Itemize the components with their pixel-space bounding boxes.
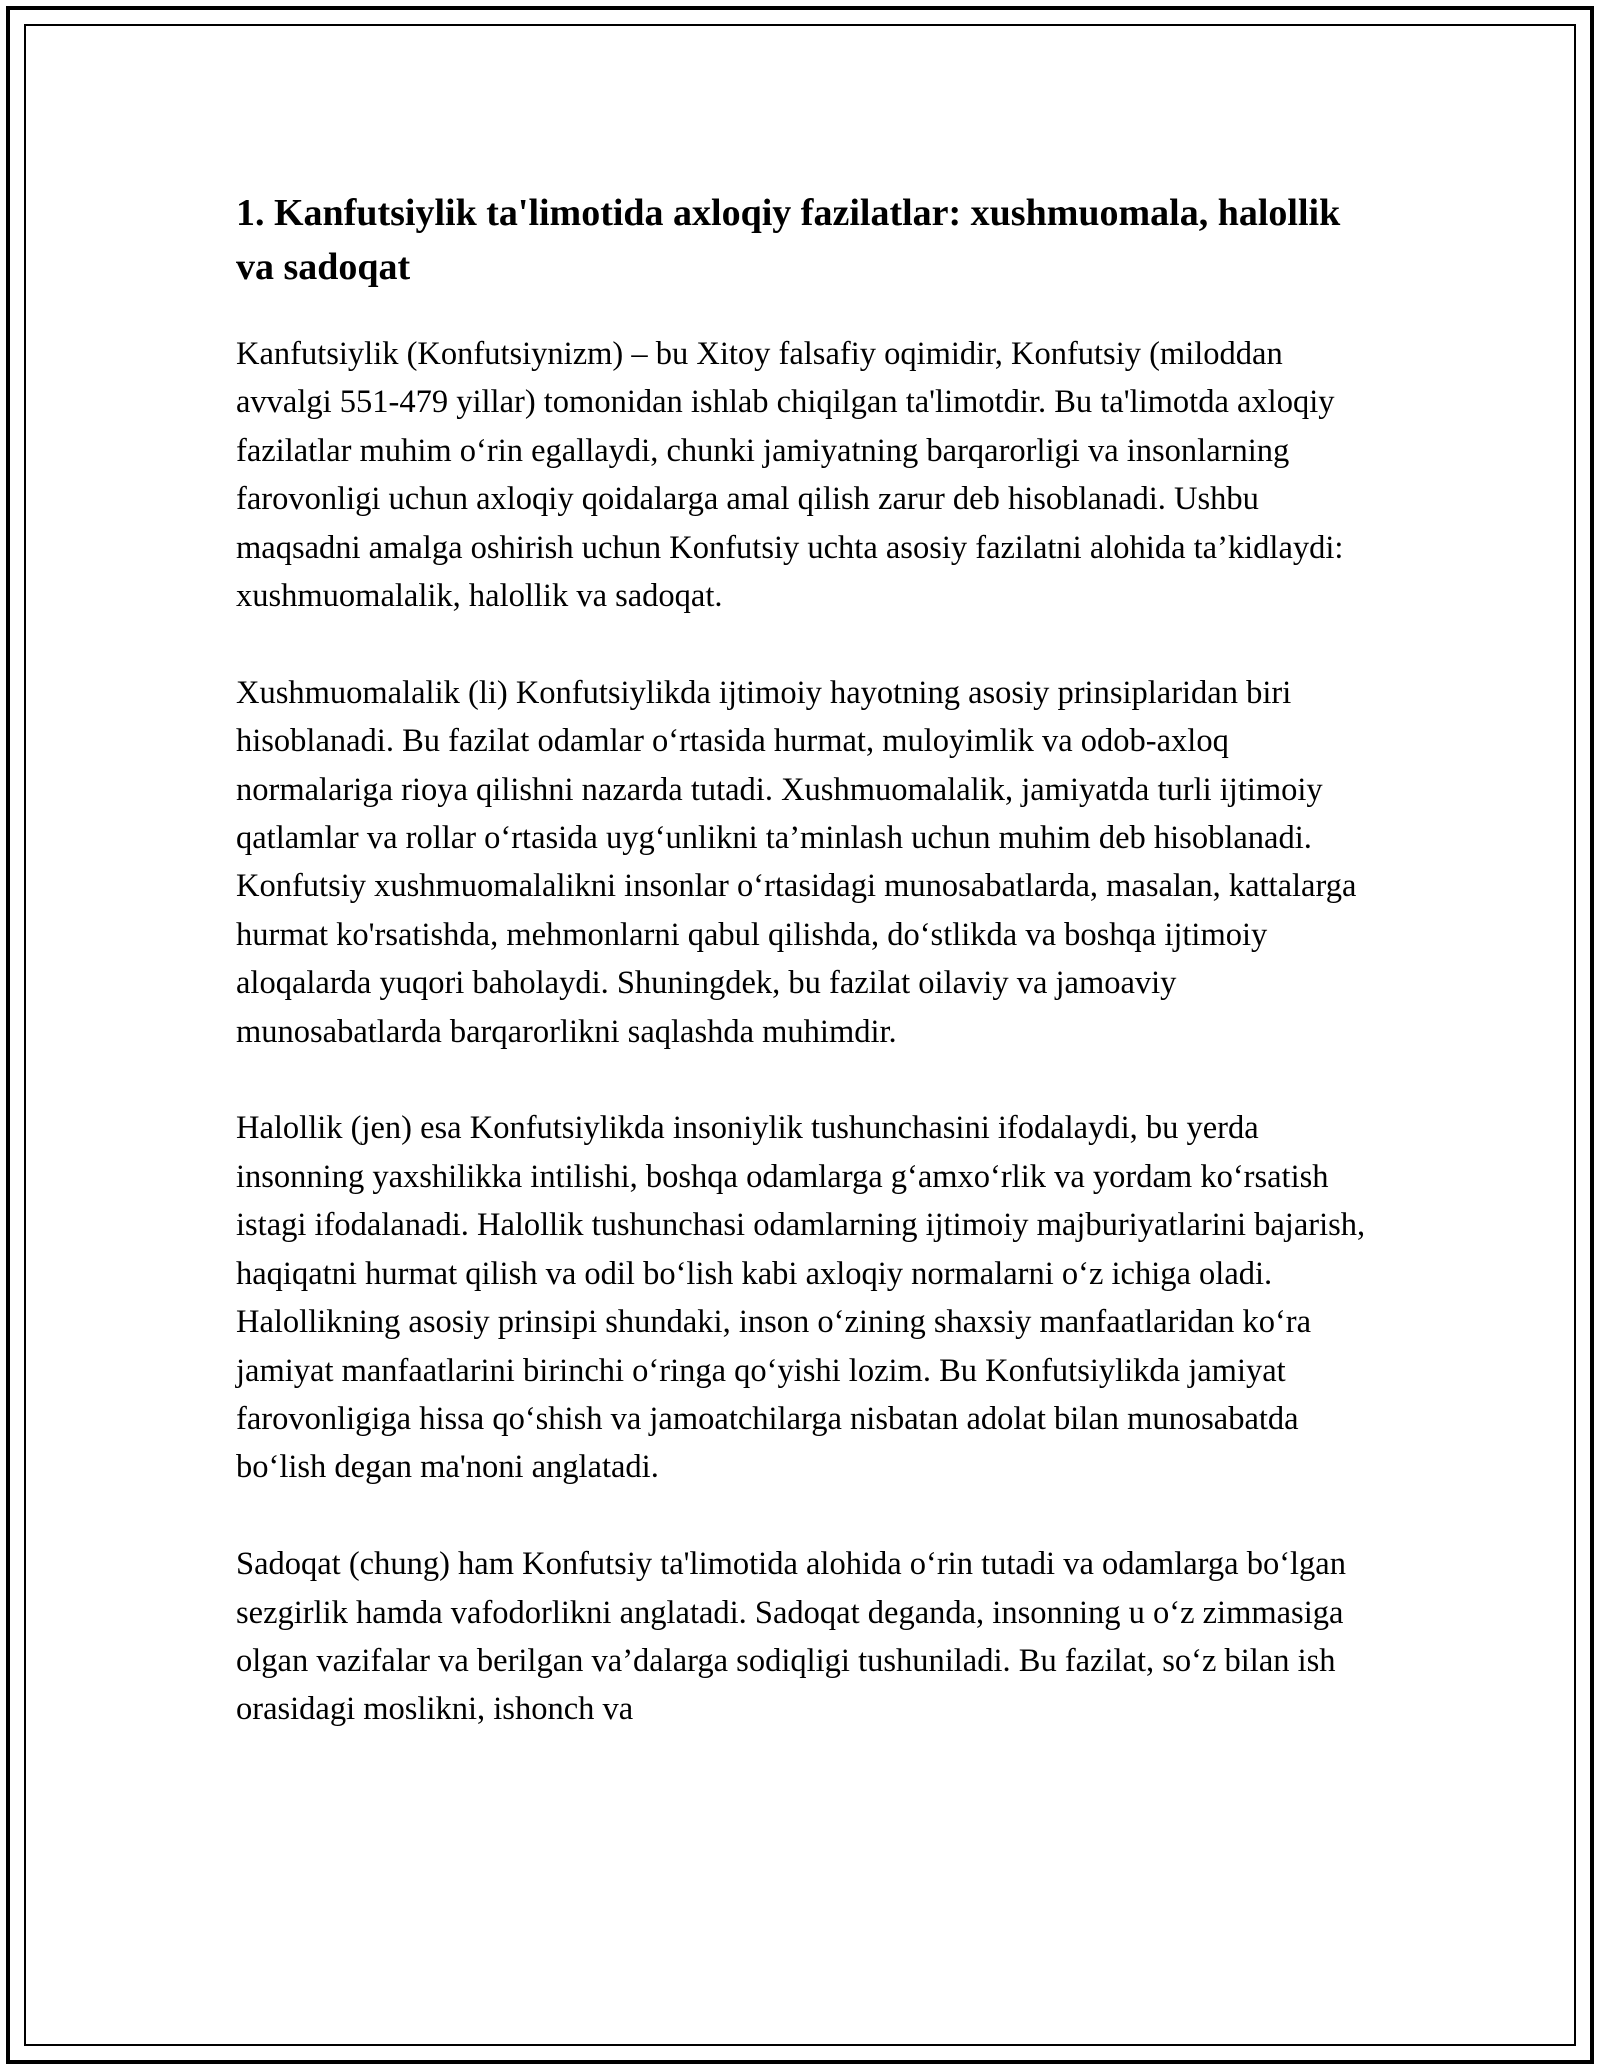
paragraph-sadoqat: Sadoqat (chung) ham Konfutsiy ta'limotida alohida o‘rin tutadi va odamlarga bo‘lgan sezgirlik hamda vafodorlikni anglatadi. Sadoqat deganda, insonning u o‘z zimmasiga olgan vazifalar va berilgan va’dalarga sodiqligi tushuniladi. Bu fazilat, so‘z bilan ish orasidagi moslikni, ishonch va — [236, 1546, 1346, 1728]
paragraph-xushmuomalalik: Xushmuomalalik (li) Konfutsiylikda ijtimoiy hayotning asosiy prinsiplaridan biri hisoblanadi. Bu fazilat odamlar o‘rtasida hurmat, muloyimlik va odob-axloq normalariga rioya qilishni nazarda tutadi. Xushmuomalalik, jamiyatda turli ijtimoiy qatlamlar va rollar o‘rtasida uyg‘unlikni ta’minlash uchun muhim deb hisoblanadi. Konfutsiy xushmuomalalikni insonlar o‘rtasidagi munosabatlarda, masalan, kattalarga hurmat ko'rsatishda, mehmonlarni qabul qilishda, do‘stlikda va boshqa ijtimoiy aloqalarda yuqori baholaydi. Shuningdek, bu fazilat oilaviy va jamoaviy munosabatlarda barqarorlikni saqlashda muhimdir. — [236, 674, 1357, 1050]
document-body — [236, 186, 1376, 1782]
section-heading: 1. Kanfutsiylik ta'limotida axloqiy fazilatlar: xushmuomala, halollik va sadoqat — [236, 192, 1341, 288]
paragraph-halollik: Halollik (jen) esa Konfutsiylikda insoniylik tushunchasini ifodalaydi, bu yerda insonning yaxshilikka intilishi, boshqa odamlarga g‘amxo‘rlik va yordam ko‘rsatish istagi ifodalanadi. Halollik tushunchasi odamlarning ijtimoiy majburiyatlarini bajarish, haqiqatni hurmat qilish va odil bo‘lish kabi axloqiy normalarni o‘z ichiga oladi. Halollikning asosiy prinsipi shundaki, inson o‘zining shaxsiy manfaatlaridan ko‘ra jamiyat manfaatlarini birinchi o‘ringa qo‘yishi lozim. Bu Konfutsiylikda jamiyat farovonligiga hissa qo‘shish va jamoatchilarga nisbatan adolat bilan munosabatda bo‘lish degan ma'noni anglatadi. — [236, 1110, 1366, 1486]
paragraph-intro: Kanfutsiylik (Konfutsiynizm) – bu Xitoy falsafiy oqimidir, Konfutsiy (miloddan avvalgi 551-479 yillar) tomonidan ishlab chiqilgan ta'limotdir. Bu ta'limotda axloqiy fazilatlar muhim o‘rin egallaydi, chunki jamiyatning barqarorligi va insonlarning farovonligi uchun axloqiy qoidalarga amal qilish zarur deb hisoblanadi. Ushbu maqsadni amalga oshirish uchun Konfutsiy uchta asosiy fazilatni alohida ta’kidlaydi: xushmuomalalik, halollik va sadoqat. — [236, 336, 1344, 615]
